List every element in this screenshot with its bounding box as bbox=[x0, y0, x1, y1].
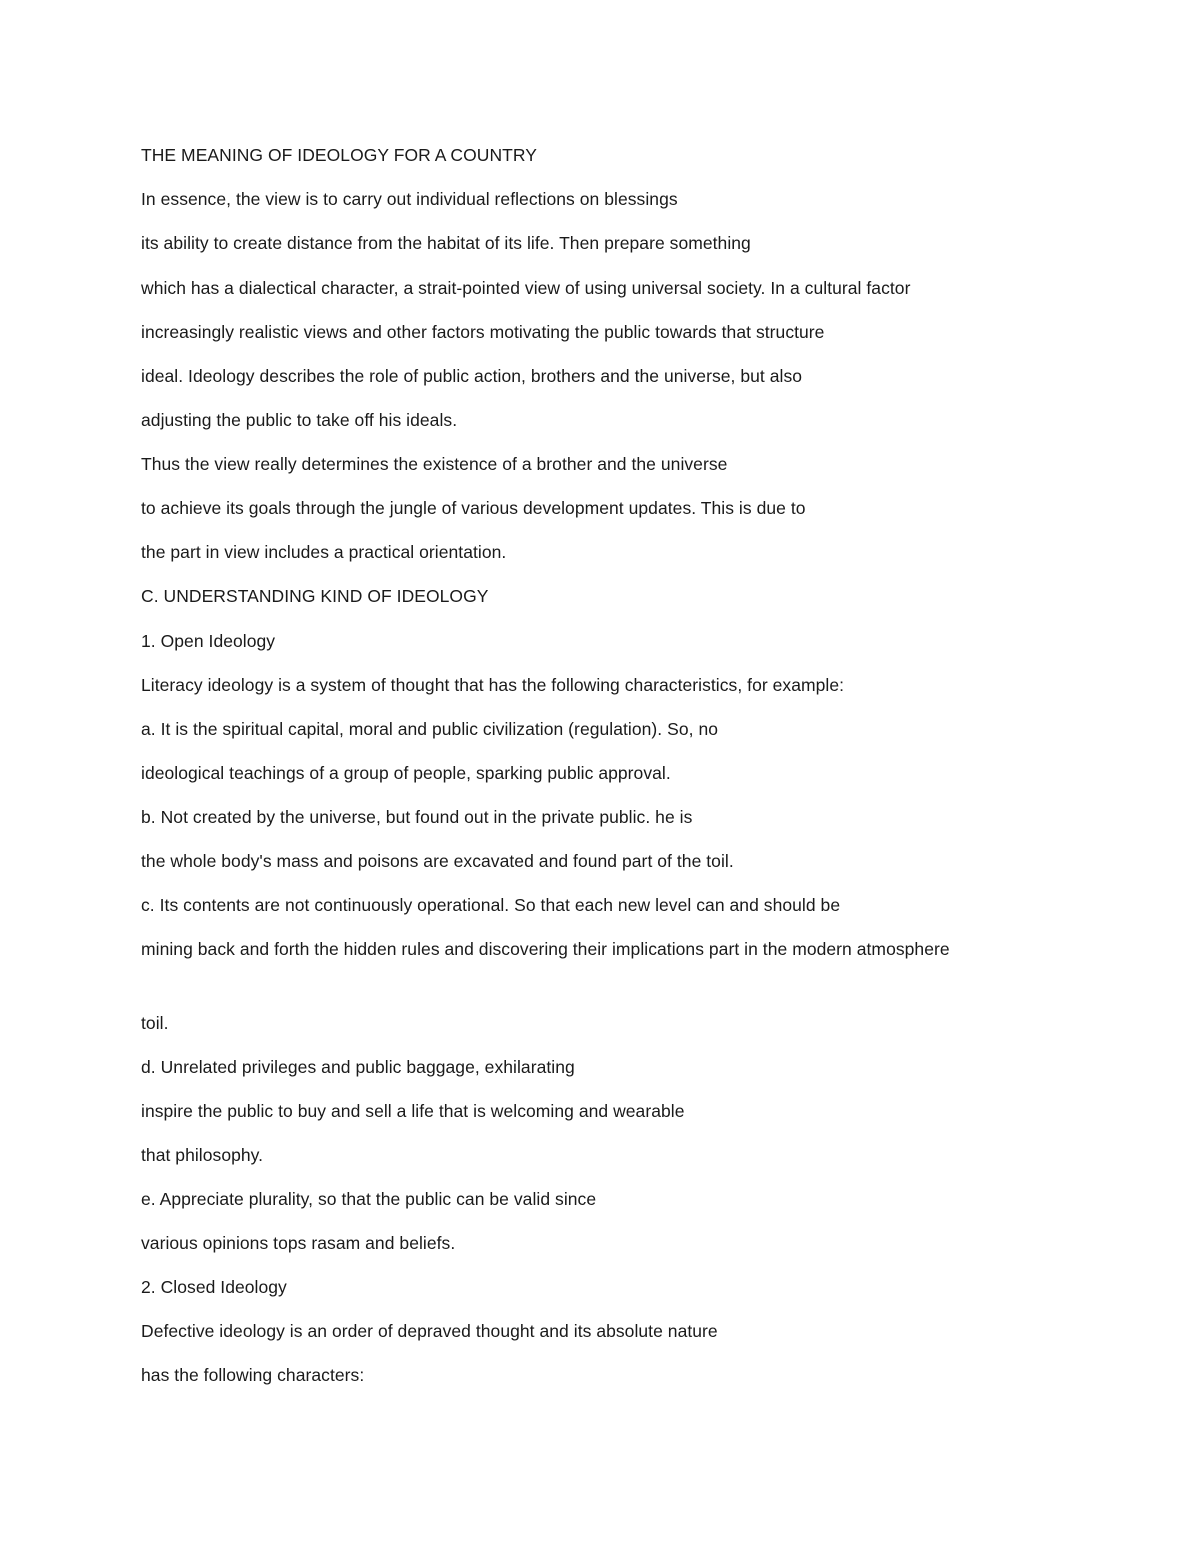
paragraph-line: Thus the view really determines the existence of a brother and the universe bbox=[141, 454, 728, 474]
list-item-line: a. It is the spiritual capital, moral and public civilization (regulation). So, no bbox=[141, 719, 719, 739]
list-item-line: b. Not created by the universe, but found out in the private public. he is bbox=[141, 807, 693, 827]
paragraph-line: increasingly realistic views and other factors motivating the public towards that structure bbox=[141, 322, 825, 342]
paragraph-line: Literacy ideology is a system of thought that has the following characteristics, for example: bbox=[141, 675, 845, 695]
paragraph-line: has the following characters: bbox=[141, 1365, 365, 1385]
list-item-line: mining back and forth the hidden rules and discovering their implications part in the modern atmosphere bbox=[141, 939, 950, 959]
list-item-line: c. Its contents are not continuously operational. So that each new level can and should be bbox=[141, 895, 841, 915]
list-item-line: that philosophy. bbox=[141, 1145, 264, 1165]
section-heading: C. UNDERSTANDING KIND OF IDEOLOGY bbox=[141, 586, 489, 606]
subsection-heading: 1. Open Ideology bbox=[141, 631, 276, 651]
paragraph-line: In essence, the view is to carry out individual reflections on blessings bbox=[141, 189, 678, 209]
list-item-line: toil. bbox=[141, 1013, 169, 1033]
subsection-heading: 2. Closed Ideology bbox=[141, 1277, 287, 1297]
document-title: THE MEANING OF IDEOLOGY FOR A COUNTRY bbox=[141, 145, 537, 165]
paragraph-line: which has a dialectical character, a strait-pointed view of using universal society. In a cultural factor bbox=[141, 278, 911, 298]
paragraph-line: its ability to create distance from the habitat of its life. Then prepare something bbox=[141, 233, 751, 253]
list-item-line: d. Unrelated privileges and public baggage, exhilarating bbox=[141, 1057, 575, 1077]
paragraph-line: the part in view includes a practical orientation. bbox=[141, 542, 507, 562]
list-item-line: various opinions tops rasam and beliefs. bbox=[141, 1233, 456, 1253]
paragraph-line: ideal. Ideology describes the role of public action, brothers and the universe, but also bbox=[141, 366, 803, 386]
list-item-line: the whole body's mass and poisons are excavated and found part of the toil. bbox=[141, 851, 734, 871]
paragraph-line: to achieve its goals through the jungle of various development updates. This is due to bbox=[141, 498, 806, 518]
list-item-line: inspire the public to buy and sell a life that is welcoming and wearable bbox=[141, 1101, 685, 1121]
paragraph-line: adjusting the public to take off his ideals. bbox=[141, 410, 458, 430]
paragraph-line: Defective ideology is an order of depraved thought and its absolute nature bbox=[141, 1321, 718, 1341]
list-item-line: e. Appreciate plurality, so that the public can be valid since bbox=[141, 1189, 597, 1209]
list-item-line: ideological teachings of a group of people, sparking public approval. bbox=[141, 763, 671, 783]
